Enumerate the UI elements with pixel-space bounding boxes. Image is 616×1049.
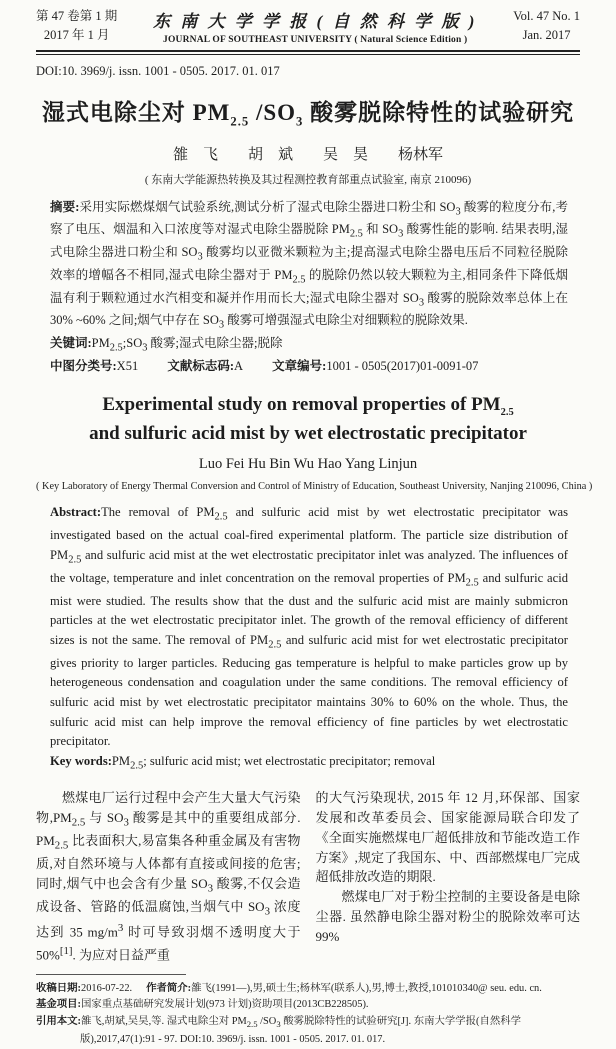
- keywords-en-line: [50, 752, 568, 775]
- footnote-divider: [36, 974, 186, 975]
- header-center: [153, 7, 477, 45]
- fund-text: 国家重点基础研究发展计划(973 计划)资助项目(2013CB228505).: [81, 999, 369, 1011]
- document-code: [167, 359, 243, 373]
- footnote-received-bio: [36, 981, 580, 998]
- citation-label: 引用本文:: [36, 1016, 82, 1027]
- article-number-value: 1001 - 0505(2017)01-0091-07: [326, 358, 479, 373]
- volume-issue-en: Vol. 47 No. 1: [513, 9, 580, 24]
- article-title-cn: 湿式电除尘对 $PM_{2.5}$ $/SO_3$ 酸雾脱除特性的试验研究: [41, 100, 575, 129]
- footnote-citation: [36, 1014, 580, 1049]
- date-en: Jan. 2017: [522, 28, 571, 42]
- body-paragraph: 燃煤电厂对于粉尘控制的主要设备是电除尘器. 虽然静电除尘器对粉尘的脱除效率可达 99%: [315, 889, 580, 945]
- journal-title-cn: 东 南 大 学 学 报 ( 自 然 科 学 版 ): [153, 12, 478, 31]
- abstract-en: [50, 503, 568, 775]
- clc-label: 中图分类号:: [50, 358, 117, 373]
- article-title-en: [36, 392, 580, 447]
- abstract-en-text: The removal of $PM_{2.5}$ and sulfuric acid mist by wet electrostatic precipitator was investigated based on the actual coal-fired experimental platform. The particle size distribution of $PM_{2.5}$ and sulfuric acid mist at the wet electrostatic precipitator inlet was analyzed. The influences of the voltage, temperature and inlet concentration on the removal properties of $PM_{2.5}$ and sulfuric acid mist were studied. The results show that the dust and the sulfuric acid mist are mainly submicron particles at the wet electrostatic precipitator inlet. The growth of the removal efficiency of different sizes is not the same. The removal of $PM_{2.5}$ and sulfuric acid mist for wet electrostatic precipitator gives priority to larger particles. Reducing gas temperature is helpful to make particles grow up by heterogeneous condensation and coagulation under the same conditions. The removal efficiency of sulfuric acid mist by wet electrostatic precipitator maintains 30% to 60% on the whole. Thus, the sulfuric acid mist can help improve the removal efficiency of fine particles by wet electrostatic precipitator.: [50, 505, 569, 749]
- keywords-en-label: Key words:: [50, 754, 112, 769]
- abstract-cn: [50, 198, 568, 335]
- received-date: 2016-07-22.: [81, 982, 133, 994]
- footnote-fund: [36, 997, 580, 1014]
- date-cn: 2017 年 1 月: [43, 28, 110, 42]
- fund-label: 基金项目:: [36, 999, 82, 1011]
- footnote-block: [36, 974, 580, 1049]
- volume-issue-cn: 第 47 卷第 1 期: [36, 9, 118, 24]
- document-code-value: A: [234, 358, 244, 373]
- citation-text: 雒飞,胡斌,吴昊,等. 湿式电除尘对 $PM_{2.5}$ $/SO_3$ 酸雾脱除特性的试验研究[J]. 东南大学学报(自然科学版),2017,47(1):91 - 97. DOI:10. 3969/j. issn. 1001 - 0505. 2017. 01. 017.: [80, 1016, 522, 1045]
- abstract-en-paragraph: [50, 503, 568, 752]
- article-title-en-line1: Experimental study on removal properties of $PM_{2.5}$: [102, 394, 514, 419]
- header-divider: [36, 50, 580, 55]
- author-bio-label: 作者简介:: [146, 982, 192, 994]
- clc-number: [50, 359, 138, 373]
- article-number: [272, 359, 478, 373]
- document-code-label: 文献标志码:: [167, 358, 234, 373]
- journal-title-en: JOURNAL OF SOUTHEAST UNIVERSITY ( Natural Science Edition ): [163, 35, 468, 45]
- authors-cn: 雒 飞 胡 斌 吴 昊 杨林军: [172, 146, 443, 163]
- header-left: [36, 7, 117, 45]
- body-column-left: [36, 788, 301, 965]
- body-columns: [36, 788, 580, 965]
- header-right: [513, 7, 580, 45]
- keywords-cn-text: $PM_{2.5};SO_3$ 酸雾;湿式电除尘器;脱除: [91, 336, 283, 354]
- affiliation-en: ( Key Laboratory of Energy Thermal Conversion and Control of Ministry of Education, Southeast University, Nanjing 210096, China ): [36, 481, 593, 493]
- affiliation-cn: ( 东南大学能源热转换及其过程测控教育部重点试验室, 南京 210096): [144, 173, 472, 186]
- body-paragraph: 的大气污染现状, 2015 年 12 月,环保部、国家发展和改革委员会、国家能源局联合印发了《全面实施燃煤电厂超低排放和节能改造工作方案》,规定了我国东、中、西部燃煤电厂完成超低排放改造的期限.: [315, 789, 580, 885]
- body-paragraph: 燃煤电厂运行过程中会产生大量大气污染物$,PM_{2.5}$ 与 $SO_3$ 酸雾是其中的重要组成部分. $PM_{2.5}$ 比表面积大,易富集各种重金属及有害物质,对自然环境与人体都有直接或间接的危害;同时,烟气中也会含有少量 $SO_3$ 酸雾,不仅会造成设备、管路的低温腐蚀,当烟气中 $SO_3$ 浓度达到 35 $mg/m^3$ 时可导致羽烟不透明度大于 50%[1]. 为应对日益严重: [36, 789, 301, 962]
- keywords-cn-label: 关键词:: [50, 336, 92, 351]
- body-column-right: [316, 788, 581, 965]
- abstract-cn-label: 摘要:: [50, 199, 80, 214]
- clc-value: X51: [116, 358, 139, 373]
- doi-line: DOI:10. 3969/j. issn. 1001 - 0505. 2017. 01. 017: [36, 64, 280, 78]
- keywords-cn-line: [50, 334, 568, 357]
- article-number-label: 文章编号:: [272, 358, 327, 373]
- abstract-en-label: Abstract:: [50, 505, 102, 520]
- abstract-cn-text: 采用实际燃煤烟气试验系统,测试分析了湿式电除尘器进口粉尘和 $SO_3$ 酸雾的粒度分布,考察了电压、烟温和入口浓度等对湿式电除尘器脱除 $PM_{2.5}$ 和 $SO_3$ 酸雾性能的影响. 结果表明,湿式电除尘器进口粉尘和 $SO_3$ 酸雾均以亚微米颗粒为主;提高湿式电除尘器电压后不同粒径脱除效率的增幅各不相同,湿式电除尘器对于 $PM_{2.5}$ 的脱除仍然以较大颗粒为主,相同条件下降低烟温有利于颗粒通过水汽相变和凝并作用而长大;湿式电除尘器对 $SO_3$ 酸雾的脱除效率总体上在 30% ~60% 之间;烟气中存在 $SO_3$ 酸雾可增强湿式电除尘对细颗粒的脱除效果.: [50, 199, 568, 331]
- keywords-en-text: $PM_{2.5}$; sulfuric acid mist; wet electrostatic precipitator; removal: [111, 754, 436, 772]
- authors-en: Luo Fei Hu Bin Wu Hao Yang Linjun: [198, 456, 418, 473]
- classification-line: [50, 357, 568, 377]
- author-bio: 雒飞(1991—),男,硕士生;杨林军(联系人),男,博士,教授,101010340@ seu. edu. cn.: [191, 982, 542, 994]
- journal-header: [36, 7, 580, 45]
- article-title-en-line2: and sulfuric acid mist by wet electrostatic precipitator: [89, 422, 527, 444]
- received-date-label: 收稿日期:: [36, 982, 82, 994]
